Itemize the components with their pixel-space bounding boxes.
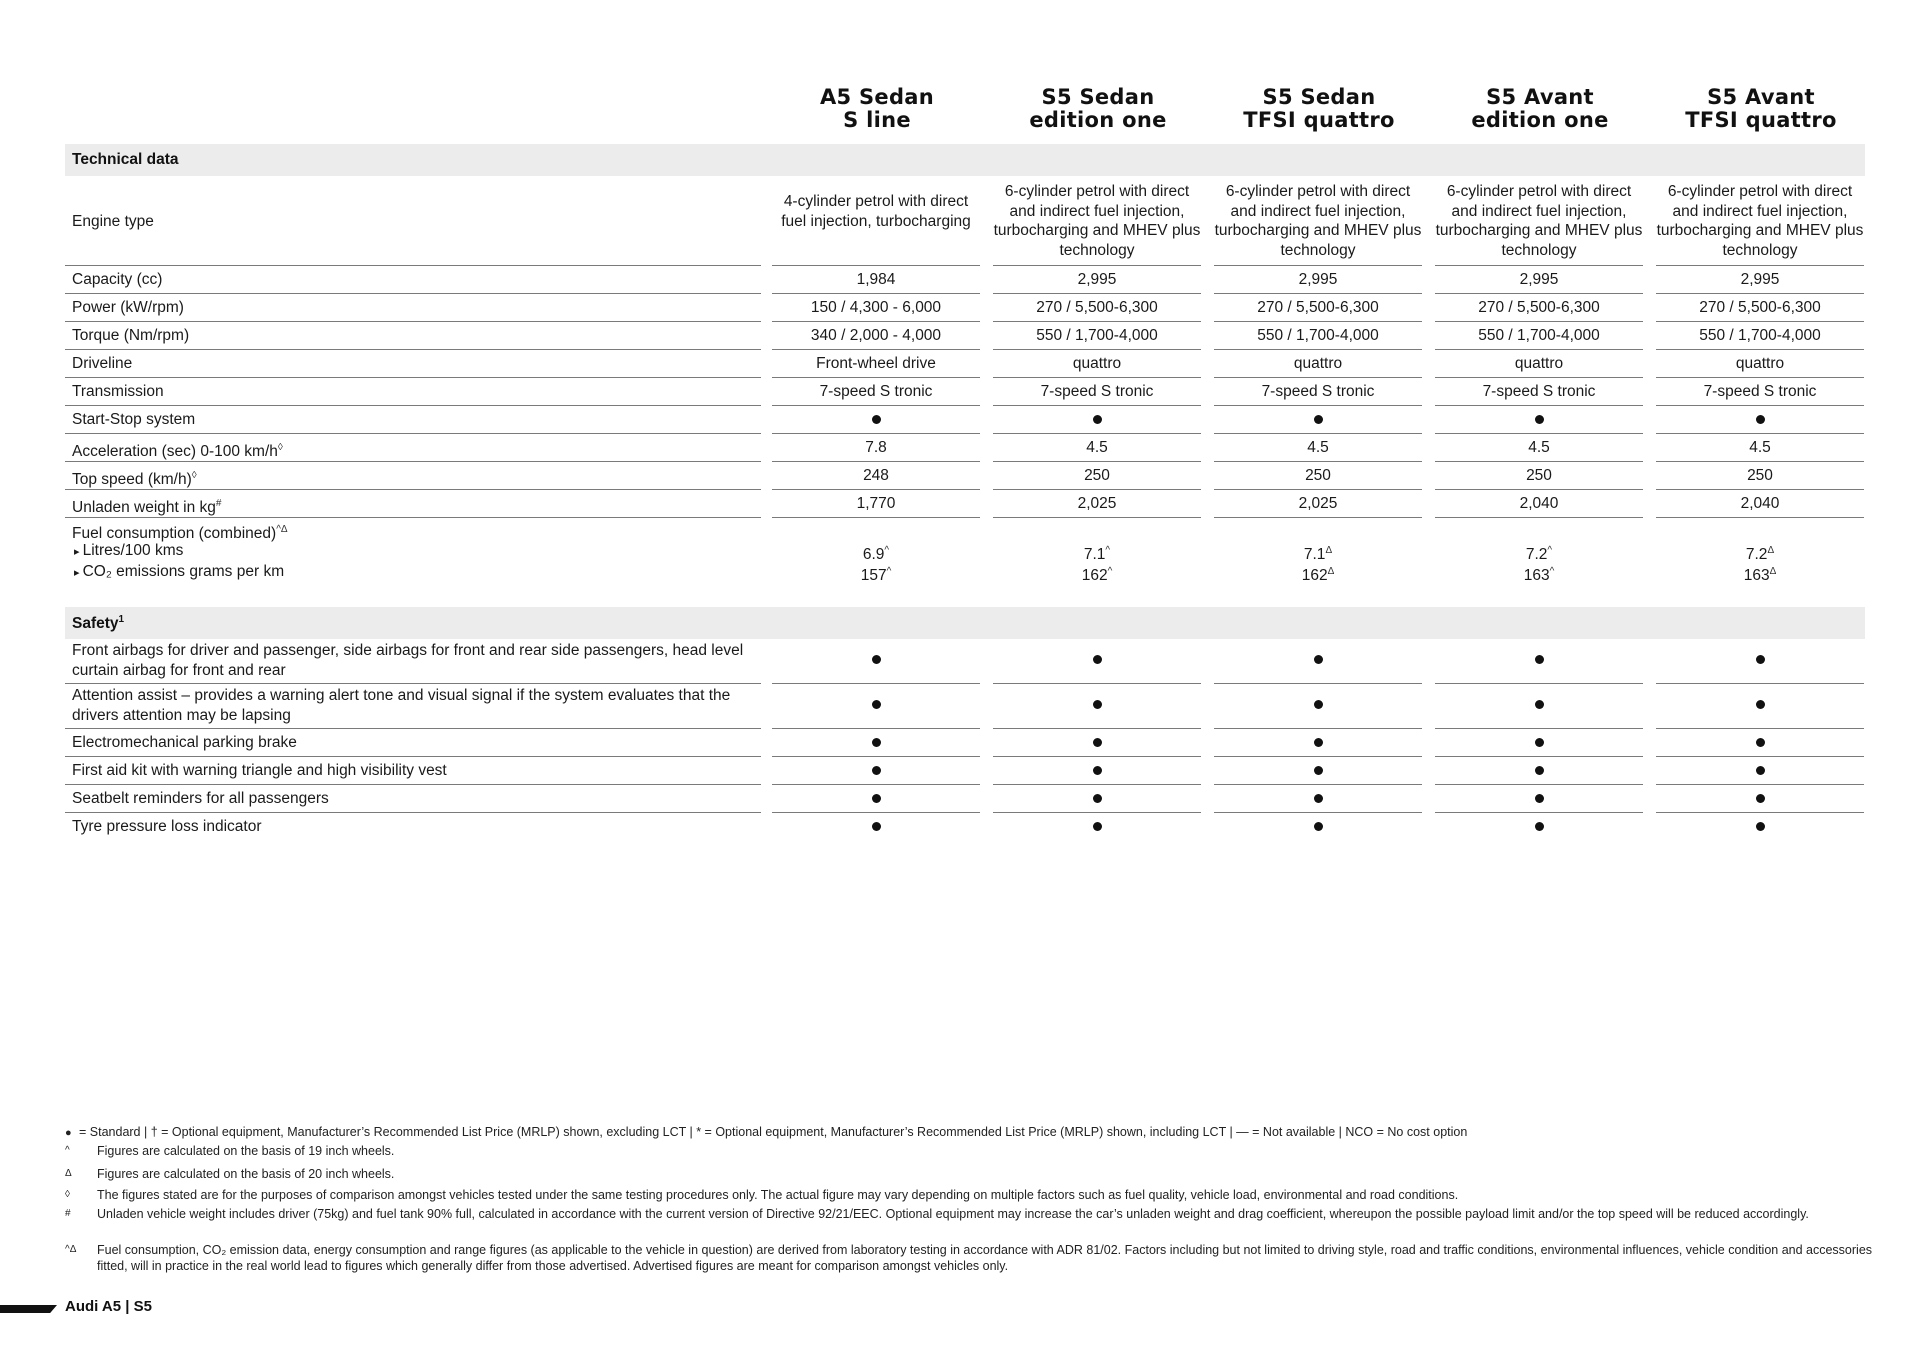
row-label-text: Driveline [72, 355, 133, 372]
footnote-symbol: ^Δ [65, 1244, 77, 1255]
cell-value: 250 [1526, 467, 1552, 484]
cell-value [1656, 650, 1864, 670]
table-row [0, 639, 1920, 684]
engine-type-value: 6-cylinder petrol with direct and indirect fuel injection, turbocharging and MHEV plus technology [1214, 183, 1422, 259]
cell-value [1656, 789, 1864, 809]
row-label: Tyre pressure loss indicator [72, 818, 262, 835]
standard-dot-icon [1756, 822, 1765, 831]
footnote-symbol: # [65, 1208, 71, 1219]
cell-value: 150 / 4,300 - 6,000 [810, 299, 942, 316]
column-header-line1: S5 Sedan [1041, 85, 1155, 109]
column-header-line1: A5 Sedan [819, 85, 935, 109]
value-text: 7.2 [1745, 546, 1768, 563]
cell-value: 550 / 1,700-4,000 [1036, 327, 1158, 344]
standard-dot-icon [1314, 700, 1323, 709]
cell-value: 1,770 [856, 495, 896, 512]
footnote-marker: ^ [1107, 566, 1113, 577]
cell-value: 7-speed S tronic [1261, 383, 1375, 400]
sub-label-litres [74, 541, 183, 562]
standard-dot-icon [872, 794, 881, 803]
column-header-line2: edition one [1029, 108, 1167, 132]
row-divider [772, 517, 980, 518]
row-label-text: Top speed (km/h) [72, 471, 192, 488]
footnote-marker: Δ [1325, 545, 1333, 556]
cell-value: 248 [863, 467, 889, 484]
cell-value [1214, 789, 1422, 809]
footnote-marker: ◊ [191, 470, 197, 481]
cell-value: quattro [1514, 355, 1564, 372]
litres-value [1656, 541, 1864, 565]
column-header-line2: S line [843, 108, 911, 132]
litres-value [993, 541, 1201, 565]
footnote-text: Figures are calculated on the basis of 20 inch wheels. [97, 1167, 395, 1181]
cell-value: quattro [1735, 355, 1785, 372]
footnote-marker: Δ [1769, 566, 1777, 577]
table-row-fuel-consumption [0, 520, 1920, 586]
engine-type-value: 6-cylinder petrol with direct and indirect fuel injection, turbocharging and MHEV plus technology [1435, 183, 1643, 259]
litres-value [1435, 541, 1643, 565]
section-header-technical-data [65, 144, 1865, 176]
table-row [0, 490, 1920, 518]
column-header-s5-avant-edition-one [1435, 86, 1645, 132]
cell-value [772, 695, 980, 715]
cell-value [1214, 817, 1422, 837]
column-header-line2: edition one [1471, 108, 1609, 132]
standard-dot-icon [1093, 738, 1102, 747]
cell-value: Front-wheel drive [816, 355, 936, 372]
standard-dot-icon [1314, 655, 1323, 664]
standard-dot-icon [872, 822, 881, 831]
cell-value [993, 789, 1201, 809]
row-label-text: Transmission [72, 383, 164, 400]
cell-value: 4.5 [1086, 439, 1108, 456]
footnote-marker: ^ [1549, 566, 1555, 577]
footnote-text: = Standard | † = Optional equipment, Manufacturer’s Recommended List Price (MRLP) shown, excluding LCT | * = Optional equipment, Manufacturer’s Recommended List Price (MRLP) shown, including LCT | — = Not available | NCO = No cost option [79, 1125, 1468, 1139]
row-label [72, 466, 197, 490]
co2-value [1656, 562, 1864, 586]
row-label: Front airbags for driver and passenger, side airbags for front and rear side passengers, head level curtain airbag for front and rear [72, 642, 744, 679]
cell-value [993, 650, 1201, 670]
footnote-text: Figures are calculated on the basis of 19 inch wheels. [97, 1144, 395, 1158]
table-row [0, 434, 1920, 462]
cell-value [993, 733, 1201, 753]
footnote-text: Fuel consumption, CO₂ emission data, energy consumption and range figures (as applicable to the vehicle in question) are derived from laboratory testing in accordance with ADR 81/02. Factors including but not limited to driving style, road and traffic conditions, environmental influences, vehicle condition and accessories fitted, will in practice in the real world lead to figures which generally differ from those advertised. Advertised figures are meant for comparison amongst vehicles only. [97, 1243, 1873, 1273]
cell-value: 340 / 2,000 - 4,000 [810, 327, 942, 344]
cell-value: 250 [1305, 467, 1331, 484]
cell-value: 2,995 [1740, 271, 1780, 288]
row-label: Engine type [72, 213, 154, 230]
cell-value: 7-speed S tronic [1703, 383, 1817, 400]
cell-value: 4.5 [1749, 439, 1771, 456]
cell-value: 2,040 [1740, 495, 1780, 512]
cell-value [1214, 761, 1422, 781]
standard-dot-icon [1756, 700, 1765, 709]
footnote-marker: ^ [884, 545, 890, 556]
engine-type-value: 6-cylinder petrol with direct and indirect fuel injection, turbocharging and MHEV plus technology [993, 183, 1201, 259]
cell-value [772, 410, 980, 430]
standard-dot-icon [1093, 766, 1102, 775]
footnote-symbol: Δ [65, 1168, 72, 1179]
column-header-s5-avant-tfsi-quattro [1656, 86, 1866, 132]
footnote-text: Unladen vehicle weight includes driver (75kg) and fuel tank 90% full, calculated in accordance with the current version of Directive 92/21/EEC. Optional equipment may increase the car’s unladen weight and drag coefficient, whereupon the possible payload limit and/or the top speed will be reduced accordingly. [97, 1207, 1809, 1221]
bullet-arrow-icon: ▸ [74, 546, 83, 558]
cell-value: 4.5 [1528, 439, 1550, 456]
cell-value [1656, 410, 1864, 430]
standard-dot-icon [1756, 655, 1765, 664]
row-label-text: Unladen weight in kg [72, 499, 216, 516]
row-label [72, 438, 283, 462]
cell-value [993, 761, 1201, 781]
value-text: 6.9 [862, 546, 885, 563]
column-header-line1: S5 Avant [1707, 85, 1815, 109]
co2-value [1435, 562, 1643, 586]
cell-value [772, 761, 980, 781]
footnote-marker: ^ [886, 566, 892, 577]
footnote-symbol: ◊ [65, 1189, 70, 1200]
cell-value: 2,995 [1298, 271, 1338, 288]
row-divider [1214, 517, 1422, 518]
table-row [0, 813, 1920, 841]
footer-accent-bar [0, 1305, 57, 1313]
section-header-safety [65, 607, 1865, 639]
standard-dot-icon [1535, 700, 1544, 709]
cell-value: 7-speed S tronic [1482, 383, 1596, 400]
cell-value [1435, 650, 1643, 670]
cell-value [1656, 817, 1864, 837]
row-label [72, 410, 195, 430]
standard-dot-icon [872, 700, 881, 709]
fuel-label-text: Fuel consumption (combined) [72, 525, 277, 542]
table-row [0, 350, 1920, 378]
row-label-text: Power (kW/rpm) [72, 299, 184, 316]
standard-dot-icon [872, 655, 881, 664]
cell-value [772, 817, 980, 837]
sub-label-co2 [74, 562, 284, 583]
column-header-line1: S5 Sedan [1262, 85, 1376, 109]
column-header-line2: TFSI quattro [1685, 108, 1837, 132]
row-label: Electromechanical parking brake [72, 734, 297, 751]
cell-value [1435, 410, 1643, 430]
cell-value: 550 / 1,700-4,000 [1478, 327, 1600, 344]
value-text: 157 [860, 567, 887, 584]
footer-title: Audi A5 | S5 [65, 1298, 152, 1315]
row-label [72, 382, 164, 402]
standard-dot-icon [1314, 738, 1323, 747]
engine-type-value: 4-cylinder petrol with direct fuel injection, turbocharging [781, 193, 971, 230]
standard-dot-icon [1756, 738, 1765, 747]
section-title: Technical data [72, 151, 179, 168]
value-text: 7.1 [1303, 546, 1326, 563]
row-label-text: Capacity (cc) [72, 271, 163, 288]
cell-value: 7.8 [865, 439, 887, 456]
column-header-s5-sedan-tfsi-quattro [1214, 86, 1424, 132]
bullet-arrow-icon: ▸ [74, 567, 83, 579]
column-header-a5-sedan-s-line [772, 86, 982, 132]
standard-dot-icon [872, 415, 881, 424]
cell-value [772, 789, 980, 809]
standard-dot-icon [1093, 655, 1102, 664]
standard-dot-icon [1535, 738, 1544, 747]
standard-dot-icon [1535, 655, 1544, 664]
table-row [0, 729, 1920, 757]
value-text: 162 [1081, 567, 1108, 584]
row-label-text: Torque (Nm/rpm) [72, 327, 190, 344]
litres-value [1214, 541, 1422, 565]
standard-dot-icon [1756, 766, 1765, 775]
value-text: 7.2 [1525, 546, 1548, 563]
row-label-text: Start-Stop system [72, 411, 196, 428]
row-label-text: Acceleration (sec) 0-100 km/h [72, 443, 278, 460]
cell-value [993, 695, 1201, 715]
cell-value [1214, 650, 1422, 670]
cell-value: 2,040 [1519, 495, 1559, 512]
cell-value: 2,025 [1298, 495, 1338, 512]
row-label [72, 298, 184, 318]
footnote-marker: # [215, 498, 222, 509]
standard-dot-icon [1093, 700, 1102, 709]
cell-value [993, 817, 1201, 837]
standard-dot-icon [872, 766, 881, 775]
safety-footnote-marker: 1 [118, 614, 125, 625]
co2-value [1214, 562, 1422, 586]
cell-value [1656, 695, 1864, 715]
row-label [72, 326, 189, 346]
standard-dot-icon [1314, 794, 1323, 803]
table-row [0, 757, 1920, 785]
row-label [72, 270, 162, 290]
column-header-line2: TFSI quattro [1243, 108, 1395, 132]
cell-value: 270 / 5,500-6,300 [1257, 299, 1379, 316]
table-row-engine-type [0, 178, 1920, 266]
table-row [0, 294, 1920, 322]
footnote-marker: Δ [1327, 566, 1335, 577]
footnote-symbol: ^ [65, 1145, 70, 1156]
table-row [0, 266, 1920, 294]
row-label [72, 494, 221, 518]
cell-value [1435, 695, 1643, 715]
footnote-text: The figures stated are for the purposes of comparison amongst vehicles tested under the same testing procedures only. The actual figure may vary depending on multiple factors such as fuel quality, vehicle load, environmental and road conditions. [97, 1188, 1459, 1202]
co2-value [772, 562, 980, 586]
standard-dot-icon [1756, 415, 1765, 424]
table-row [0, 684, 1920, 729]
safety-title-text: Safety [72, 615, 119, 633]
cell-value: 270 / 5,500-6,300 [1036, 299, 1158, 316]
table-row [0, 406, 1920, 434]
standard-dot-icon [1535, 415, 1544, 424]
row-label [72, 354, 132, 374]
cell-value [1435, 733, 1643, 753]
standard-dot-icon [1093, 794, 1102, 803]
standard-dot-icon [1314, 766, 1323, 775]
sub-label-text: CO₂ emissions grams per km [82, 563, 285, 580]
sub-label-text: Litres/100 kms [82, 542, 184, 559]
cell-value [993, 410, 1201, 430]
row-label: Attention assist – provides a warning alert tone and visual signal if the system evaluates that the drivers attention may be lapsing [72, 687, 731, 724]
row-divider [1435, 517, 1643, 518]
footnote-marker: Δ [1767, 545, 1775, 556]
engine-type-value: 6-cylinder petrol with direct and indirect fuel injection, turbocharging and MHEV plus technology [1656, 183, 1864, 259]
standard-dot-icon [1756, 794, 1765, 803]
cell-value: 4.5 [1307, 439, 1329, 456]
row-label: First aid kit with warning triangle and high visibility vest [72, 762, 447, 779]
cell-value: 1,984 [856, 271, 896, 288]
standard-dot-icon [1535, 822, 1544, 831]
standard-dot-icon [1093, 822, 1102, 831]
table-row [0, 462, 1920, 490]
cell-value: quattro [1293, 355, 1343, 372]
cell-value [1214, 733, 1422, 753]
footnote-marker: ◊ [277, 442, 283, 453]
cell-value [1435, 761, 1643, 781]
footnote-marker: ^Δ [276, 524, 288, 535]
cell-value: 270 / 5,500-6,300 [1699, 299, 1821, 316]
cell-value: 2,995 [1519, 271, 1559, 288]
footnote-symbol: ● [65, 1127, 72, 1139]
cell-value: 270 / 5,500-6,300 [1478, 299, 1600, 316]
standard-dot-icon [1314, 822, 1323, 831]
footnote-marker: ^ [1105, 545, 1111, 556]
row-divider [1656, 517, 1864, 518]
value-text: 162 [1301, 567, 1328, 584]
cell-value [1435, 817, 1643, 837]
column-header-s5-sedan-edition-one [993, 86, 1203, 132]
cell-value: 2,025 [1077, 495, 1117, 512]
cell-value: 550 / 1,700-4,000 [1257, 327, 1379, 344]
cell-value: 250 [1084, 467, 1110, 484]
cell-value [1656, 761, 1864, 781]
standard-dot-icon [872, 738, 881, 747]
value-text: 163 [1743, 567, 1770, 584]
cell-value [772, 733, 980, 753]
cell-value [1656, 733, 1864, 753]
cell-value: 7-speed S tronic [1040, 383, 1154, 400]
standard-dot-icon [1093, 415, 1102, 424]
cell-value [1214, 410, 1422, 430]
cell-value: 550 / 1,700-4,000 [1699, 327, 1821, 344]
standard-dot-icon [1535, 766, 1544, 775]
cell-value [1214, 695, 1422, 715]
row-divider [993, 517, 1201, 518]
cell-value [1435, 789, 1643, 809]
cell-value: 250 [1747, 467, 1773, 484]
footnote-marker: ^ [1547, 545, 1553, 556]
value-text: 163 [1523, 567, 1550, 584]
cell-value: 7-speed S tronic [819, 383, 933, 400]
column-header-line1: S5 Avant [1486, 85, 1594, 109]
value-text: 7.1 [1083, 546, 1106, 563]
table-row [0, 785, 1920, 813]
standard-dot-icon [1535, 794, 1544, 803]
cell-value [772, 650, 980, 670]
cell-value: quattro [1072, 355, 1122, 372]
row-label: Seatbelt reminders for all passengers [72, 790, 329, 807]
table-row [0, 322, 1920, 350]
litres-value [772, 541, 980, 565]
co2-value [993, 562, 1201, 586]
standard-dot-icon [1314, 415, 1323, 424]
cell-value: 2,995 [1077, 271, 1117, 288]
table-row [0, 378, 1920, 406]
row-divider [65, 517, 761, 518]
section-title [72, 614, 124, 633]
